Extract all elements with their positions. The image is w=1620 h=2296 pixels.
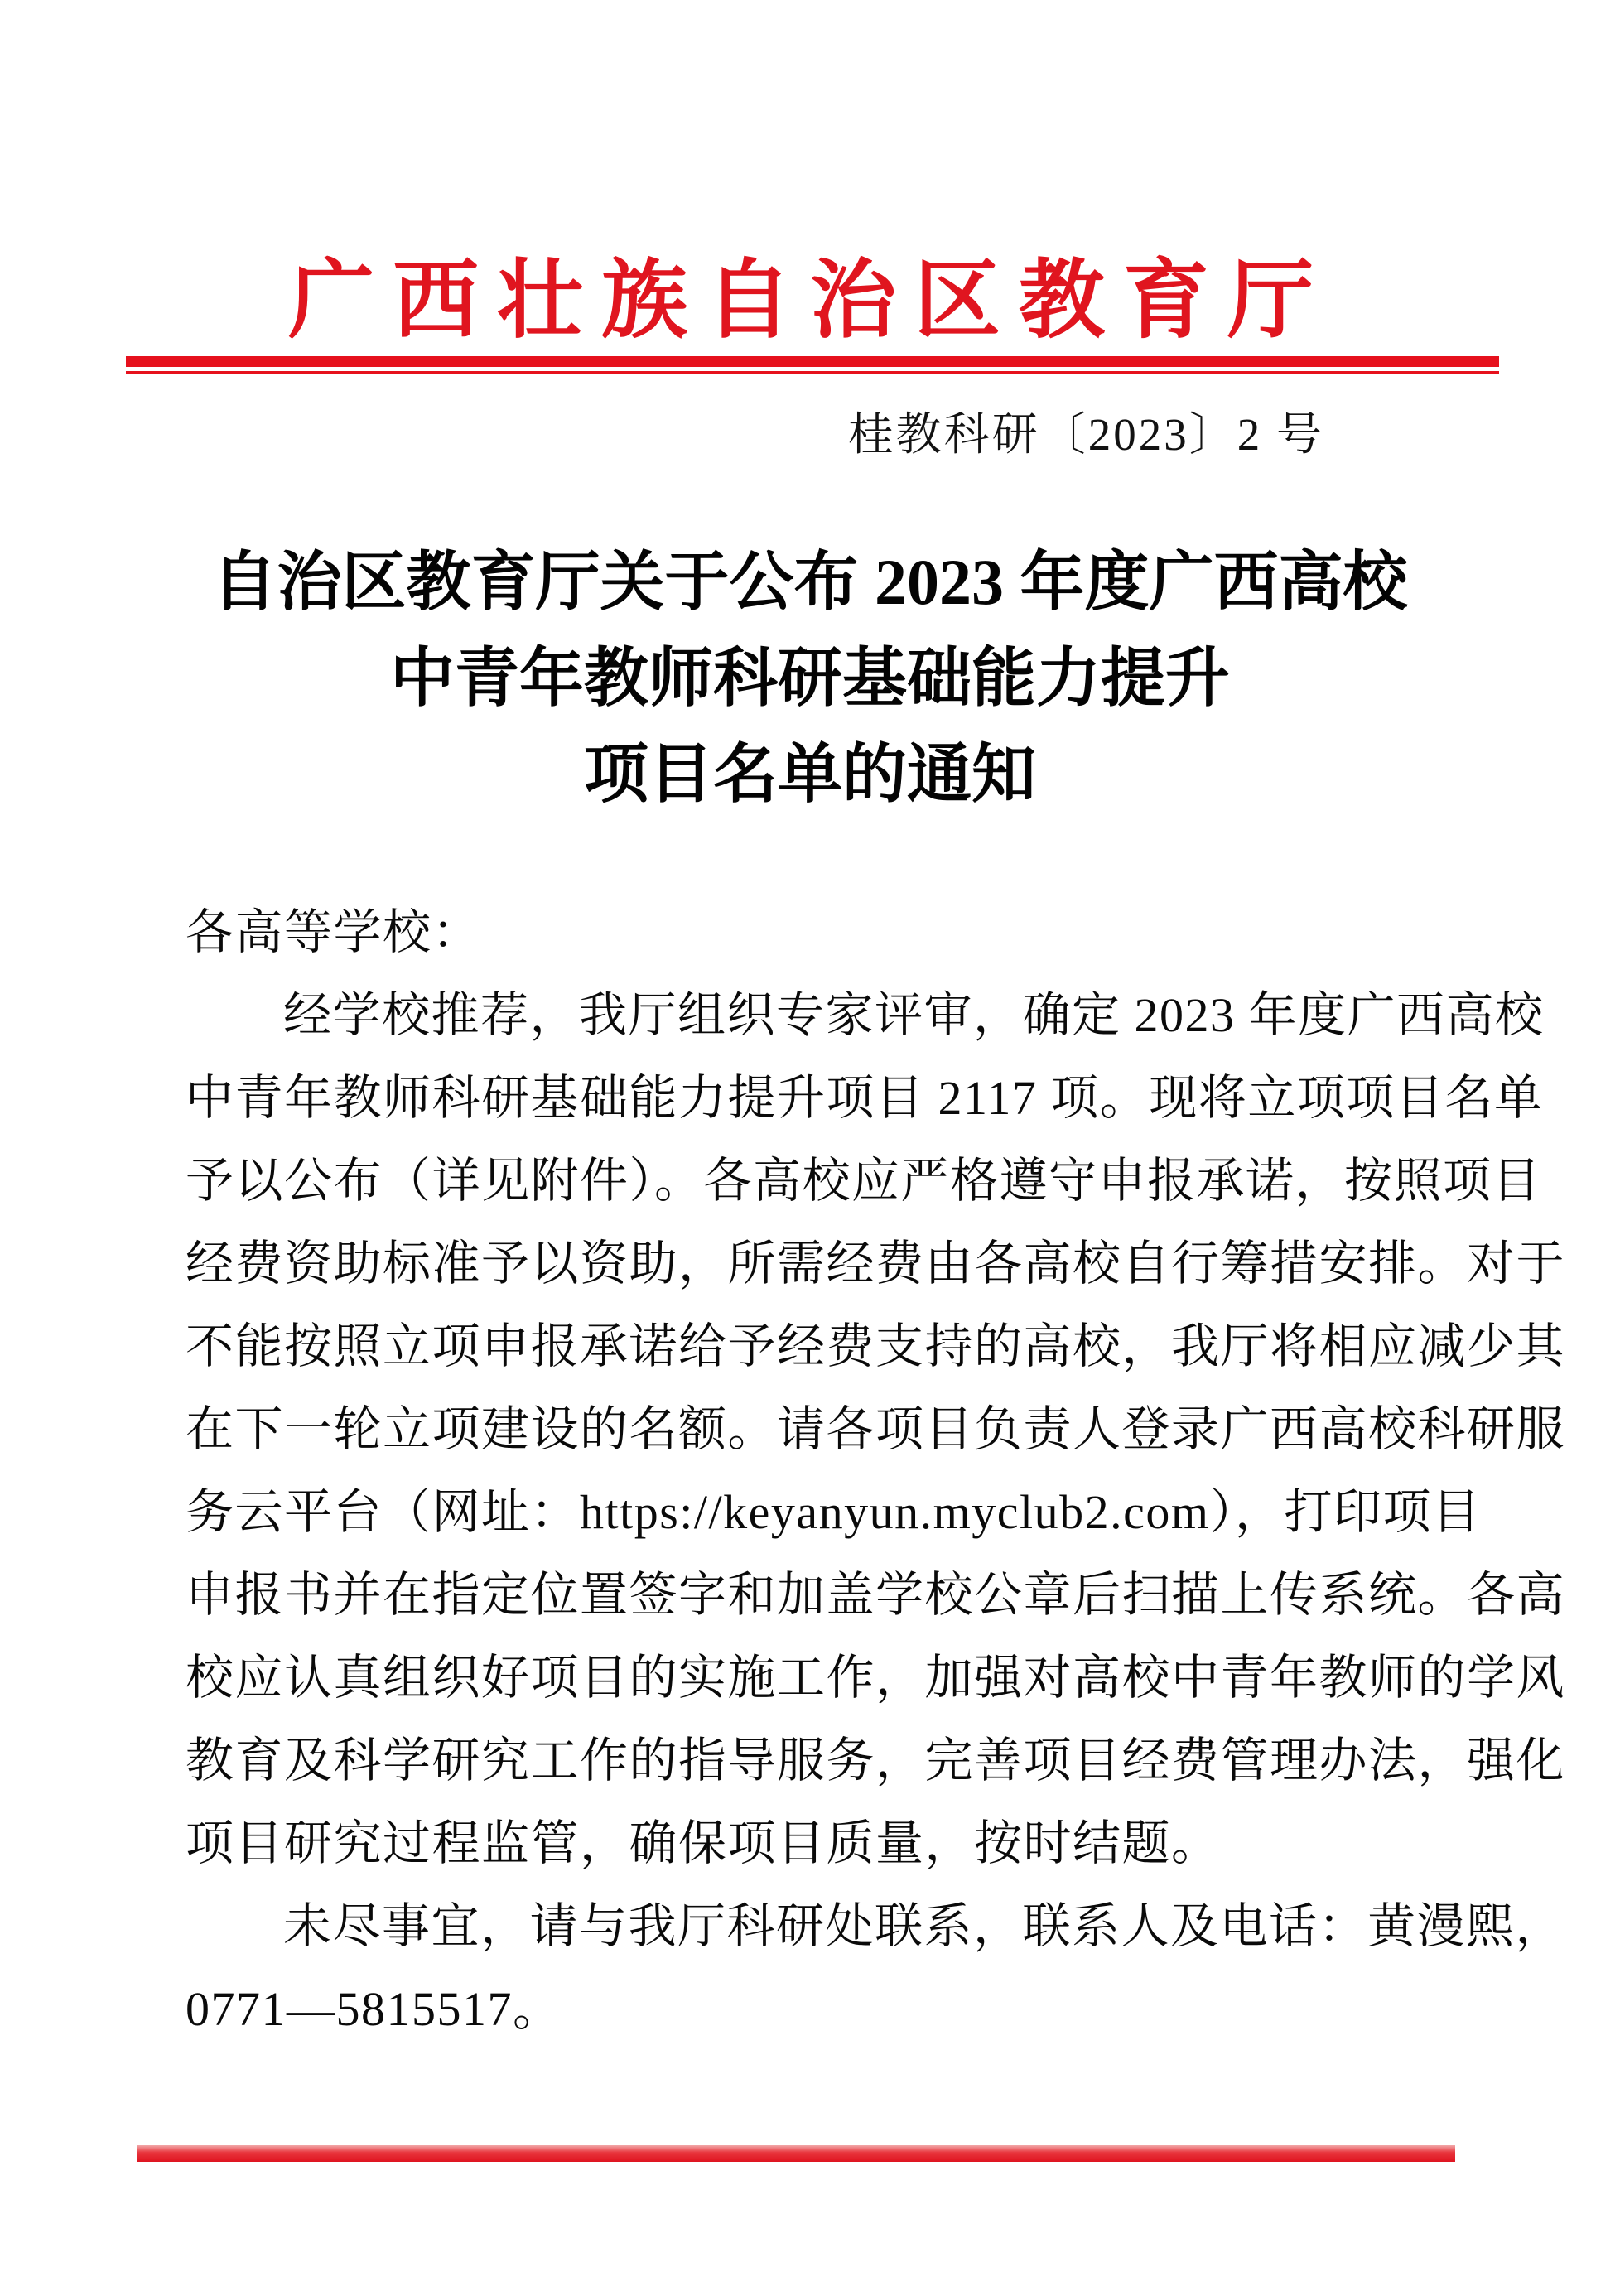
body-line: 在下一轮立项建设的名额。请各项目负责人登录广西高校科研服: [186, 1402, 1566, 1456]
notice-title-line-3: 项目名单的通知: [583, 738, 1036, 810]
body-line: 不能按照立项申报承诺给予经费支持的高校，我厅将相应减少其: [186, 1319, 1566, 1373]
header-rule-thick: [126, 356, 1499, 367]
header-rule: [126, 356, 1499, 374]
body-line: 予以公布（详见附件）。各高校应严格遵守申报承诺，按照项目: [186, 1154, 1542, 1208]
body-line: 经费资助标准予以资助，所需经费由各高校自行筹措安排。对于: [186, 1237, 1566, 1290]
body-line: 中青年教师科研基础能力提升项目 2117 项。现将立项项目名单: [186, 1071, 1544, 1125]
body-line: 项目研究过程监管，确保项目质量，按时结题。: [186, 1816, 1221, 1870]
bottom-rule: [137, 2145, 1455, 2162]
body-line: 教育及科学研究工作的指导服务，完善项目经费管理办法，强化: [186, 1734, 1566, 1787]
body-line-phone: 0771—5815517。: [186, 1982, 562, 2036]
body-line: 申报书并在指定位置签字和加盖学校公章后扫描上传系统。各高: [186, 1568, 1566, 1622]
body-line-contact: 未尽事宜，请与我厅科研处联系，联系人及电话：黄漫熙，: [283, 1899, 1565, 1953]
header-rule-thin: [126, 371, 1499, 374]
body-line-salutation: 各高等学校：: [186, 905, 482, 959]
notice-title: [0, 534, 1620, 822]
body-line-url: 务云平台（网址：https://keyanyun.myclub2.com），打印项目: [186, 1485, 1482, 1539]
notice-title-line-1: 自治区教育厅关于公布 2023 年度广西高校: [212, 546, 1408, 618]
notice-body: [186, 891, 1566, 2051]
body-line: 校应认真组织好项目的实施工作，加强对高校中青年教师的学风: [186, 1651, 1566, 1705]
notice-title-line-2: 中青年教师科研基础能力提升: [389, 642, 1230, 714]
org-name: 广西壮族自治区教育厅: [287, 253, 1332, 349]
body-line: 经学校推荐，我厅组织专家评审，确定 2023 年度广西高校: [283, 988, 1545, 1042]
doc-number: 桂教科研〔2023〕2 号: [847, 409, 1324, 460]
